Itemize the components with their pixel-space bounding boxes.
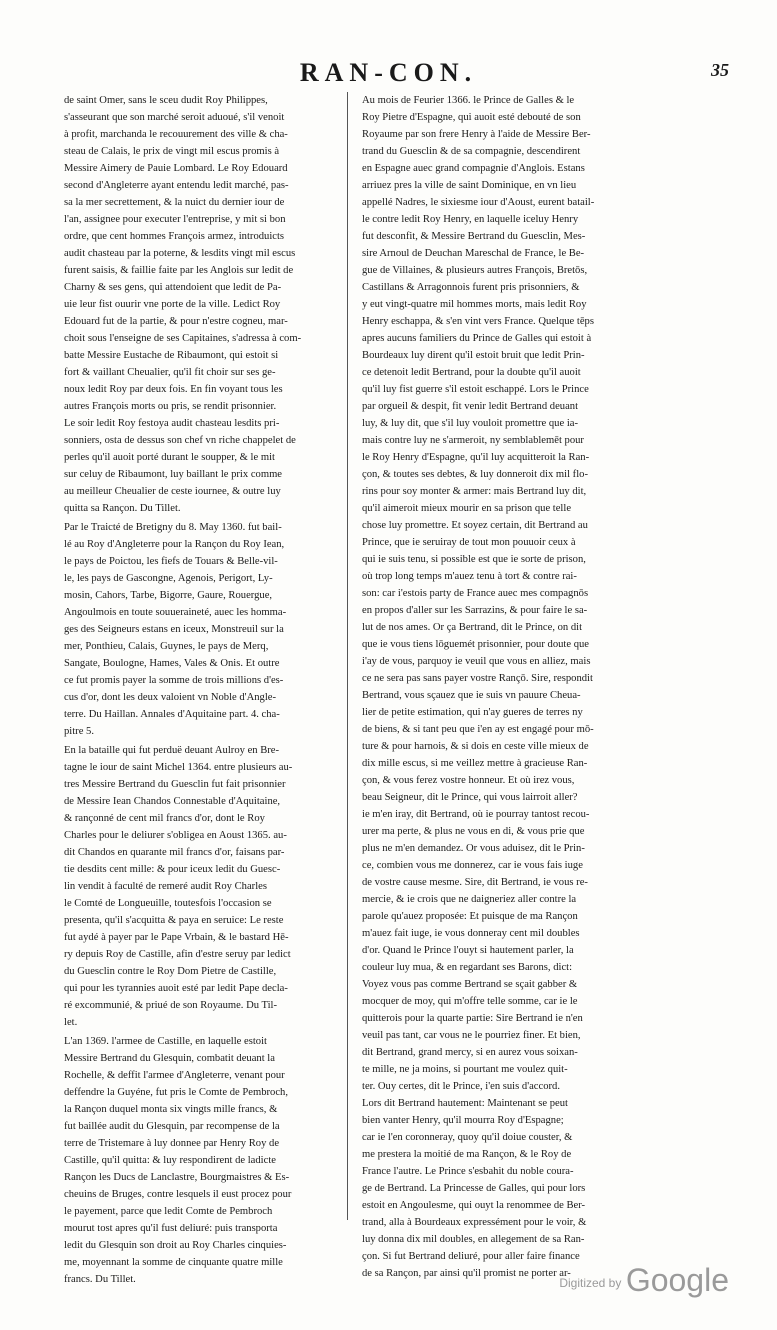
text-line: ce fut promis payer la somme de trois millions d'es- — [64, 675, 284, 686]
text-line: en Espagne auec grand compagnie d'Anglois. Estans — [362, 163, 585, 174]
text-line: urer ma perte, & plus ne vous en di, & vous prie que — [362, 826, 585, 837]
text-line: quitta sa Rançon. Du Tillet. — [64, 503, 181, 514]
text-line: mercie, & ie crois que ne daigneriez aller contre la — [362, 894, 577, 905]
text-line: perles qu'il auoit porté durant le soupper, & le mit — [64, 452, 275, 463]
text-line: le Comté de Longueuille, toutesfois l'occasion se — [64, 898, 272, 909]
text-line: Au mois de Feurier 1366. le Prince de Galles & le — [362, 95, 575, 106]
text-line: son: car i'estois party de France auec mes compagnōs — [362, 588, 589, 599]
text-line: Charny & ses gens, qui attendoient que ledit de Pa- — [64, 282, 282, 293]
text-line: veuil pas tant, car vous ne le pourriez finer. Et bien, — [362, 1030, 581, 1041]
running-title: RAN-CON. — [299, 58, 478, 87]
text-line: cus d'or, dont les deux valoient vn Noble d'Angle- — [64, 692, 276, 703]
text-line: sur celuy de Ribaumont, luy baillant le prix comme — [64, 469, 283, 480]
paragraph — [58, 1033, 340, 1288]
text-line: trand du Guesclin & de sa compagnie, descendirent — [362, 146, 581, 157]
text-line: çon, & vous ferez vostre honneur. Et où irez vous, — [362, 775, 575, 786]
text-line: d'or. Quand le Prince l'ouyt si hautement parler, la — [362, 945, 574, 956]
text-line: de Messire Iean Chandos Connestable d'Aquitaine, — [64, 796, 281, 807]
text-line: Par le Traicté de Bretigny du 8. May 1360. fut bail- — [64, 522, 282, 533]
paragraph — [58, 92, 340, 517]
text-line: quitterois pour la quarte partie: Sire Bertrand ie n'en — [362, 1013, 583, 1024]
text-line: estoit en Angoulesme, qui ouyt la renommee de Ber- — [362, 1200, 586, 1211]
paragraph — [356, 92, 656, 1282]
text-line: dit Bertrand, grand mercy, si en aurez vous soixan- — [362, 1047, 578, 1058]
text-line: i'ay de vous, parquoy ie veuil que vous en alliez, mais — [362, 656, 591, 667]
text-line: Royaume par son frere Henry à l'aide de Messire Ber- — [362, 129, 591, 140]
text-line: me prestera la moitié de ma Rançon, & le Roy de — [362, 1149, 572, 1160]
text-line: m'auez fait iuge, ie vous donneray cent mil doubles — [362, 928, 580, 939]
text-line: let. — [64, 1017, 78, 1028]
text-line: qu'il luy fist guerre s'il estoit eschappé. Lors le Prince — [362, 384, 589, 395]
text-line: steau de Calais, le prix de vingt mil escus promis à — [64, 146, 280, 157]
text-line: l'an, assignee pour executer l'entreprise, y mit si bon — [64, 214, 286, 225]
text-line: Messire Aimery de Pauie Lombard. Le Roy Edouard — [64, 163, 288, 174]
text-line: fut baillée audit du Glesquin, par recompense de la — [64, 1121, 280, 1132]
text-line: mer, Ponthieu, Calais, Guynes, le pays de Merq, — [64, 641, 269, 652]
text-line: Le soir ledit Roy festoya audit chasteau lesdits pri- — [64, 418, 280, 429]
text-line: Messire Bertrand du Glesquin, combatit deuant la — [64, 1053, 275, 1064]
text-line: tres Messire Bertrand du Guesclin fut fait prisonnier — [64, 779, 286, 790]
text-line: ce ne sera pas sans payer vostre Rançō. Sire, respondit — [362, 673, 593, 684]
text-line: du Guesclin contre le Roy Dom Pietre de Castille, — [64, 966, 277, 977]
text-line: mosin, Cahors, Tarbe, Bigorre, Gaure, Rouergue, — [64, 590, 273, 601]
text-line: Angoulmois en toute souueraineté, auec les homma- — [64, 607, 287, 618]
column-divider — [347, 92, 348, 1220]
text-line: fort & vaillant Cheualier, qu'il fit choir sur ses ge- — [64, 367, 276, 378]
text-line: Lors dit Bertrand hautement: Maintenant se peut — [362, 1098, 568, 1109]
text-line: le pays de Poictou, les fiefs de Touars & Belle-vil- — [64, 556, 278, 567]
text-line: terre. Du Haillan. Annales d'Aquitaine part. 4. cha- — [64, 709, 280, 720]
text-line: dix mille escus, si me veillez mettre à gracieuse Ran- — [362, 758, 588, 769]
text-line: Sangate, Boulogne, Hames, Vales & Onis. Et outre — [64, 658, 280, 669]
text-line: autres François morts ou pris, se rendit prisonnier. — [64, 401, 277, 412]
text-line: Rançon les Ducs de Lanclastre, Bourgmaistres & Es- — [64, 1172, 290, 1183]
text-line: choit sous l'enseigne de ses Capitaines, s'adressa à com- — [64, 333, 302, 344]
text-line: Edouard fut de la partie, & pour n'estre cogneu, mar- — [64, 316, 288, 327]
text-line: luy, & luy dit, que s'il luy vouloit promettre que ia- — [362, 418, 579, 429]
text-line: cheuins de Bruges, contre lesquels il eust procez pour — [64, 1189, 292, 1200]
text-line: fut desconfit, & Messire Bertrand du Guesclin, Mes- — [362, 231, 586, 242]
text-line: rins pour soy monter & armer: mais Bertrand luy dit, — [362, 486, 587, 497]
text-line: la Rançon duquel monta six vingts mille francs, & — [64, 1104, 278, 1115]
paragraph — [58, 742, 340, 1031]
text-line: & rançonné de cent mil francs d'or, dont le Roy — [64, 813, 265, 824]
text-line: de sa Rançon, par ainsi qu'il promist ne porter ar- — [362, 1268, 571, 1279]
text-line: le Roy Henry d'Espagne, qu'il luy acquitteroit la Ran- — [362, 452, 590, 463]
text-line: En la bataille qui fut perduë deuant Aulroy en Bre- — [64, 745, 280, 756]
text-line: ry depuis Roy de Castille, afin d'estre seruy par ledict — [64, 949, 291, 960]
text-line: Prince, que ie seruiray de tout mon pouuoir ceux à — [362, 537, 576, 548]
text-line: L'an 1369. l'armee de Castille, en laquelle estoit — [64, 1036, 267, 1047]
text-line: tie desdits cent mille: & pour iceux ledit du Guesc- — [64, 864, 281, 875]
text-line: couleur luy mua, & en regardant ses Barons, dict: — [362, 962, 573, 973]
text-line: au meilleur Cheualier de ceste iournee, & outre luy — [64, 486, 281, 497]
text-line: mocquer de moy, qui m'offre telle somme, car ie le — [362, 996, 578, 1007]
text-line: second d'Angleterre ayant entendu ledit marché, pas- — [64, 180, 289, 191]
text-line: çon. Si fut Bertrand deliuré, pour aller faire finance — [362, 1251, 580, 1262]
text-line: sire Arnoul de Deuchan Mareschal de France, le Be- — [362, 248, 585, 259]
text-line: audit chasteau par la poterne, & lesdits vingt mil escus — [64, 248, 296, 259]
text-line: Henry eschappa, & s'en vint vers France. Quelque tēps — [362, 316, 594, 327]
text-line: ges des Seigneurs estans en iceux, Monstreuil sur la — [64, 624, 284, 635]
text-line: mourut tost apres qu'il fust deliuré: puis transporta — [64, 1223, 278, 1234]
text-line: ce, combien vous me donnerez, car ie vous fais iuge — [362, 860, 583, 871]
text-line: ordre, que cent hommes François armez, introduicts — [64, 231, 285, 242]
text-line: qui ie suis tenu, si possible est que ie sorte de prison, — [362, 554, 586, 565]
text-line: arriuez pres la ville de saint Dominique, en vn lieu — [362, 180, 577, 191]
text-line: Bertrand, vous sçauez que ie suis vn pauure Cheua- — [362, 690, 581, 701]
text-line: à profit, marchanda le recouurement des ville & cha- — [64, 129, 288, 140]
text-line: terre de Tristemare à luy donnee par Henry Roy de — [64, 1138, 280, 1149]
text-line: pitre 5. — [64, 726, 95, 737]
digitized-by-watermark — [559, 1262, 729, 1299]
text-line: de biens, & si tant peu que i'en ay est engagé pour mō- — [362, 724, 594, 735]
text-line: y eut vingt-quatre mil hommes morts, mais ledit Roy — [362, 299, 587, 310]
left-column — [58, 92, 340, 1290]
text-line: tagne le iour de saint Michel 1364. entre plusieurs au- — [64, 762, 293, 773]
text-line: chose luy promettre. Et soyez certain, dit Bertrand au — [362, 520, 588, 531]
text-line: qu'il aimeroit mieux mourir en sa prison que telle — [362, 503, 572, 514]
text-line: où trop long temps m'auez tenu à tort & contre rai- — [362, 571, 577, 582]
text-line: noux ledit Roy par deux fois. En fin voyant tous les — [64, 384, 283, 395]
text-line: Castille, qu'il quitta: & luy respondirent de ladicte — [64, 1155, 276, 1166]
google-logo: Google — [625, 1262, 729, 1298]
text-line: Castillans & Arragonnois furent pris prisonniers, & — [362, 282, 580, 293]
text-line: lé au Roy d'Angleterre pour la Rançon du Roy Iean, — [64, 539, 285, 550]
text-line: sa la mer secrettement, & la nuict du dernier iour de — [64, 197, 285, 208]
watermark-prefix: Digitized by — [559, 1276, 622, 1290]
text-line: par orgueil & despit, fit venir ledit Bertrand deuant — [362, 401, 579, 412]
text-line: le contre ledit Roy Henry, en laquelle iceluy Henry — [362, 214, 579, 225]
text-line: s'asseurant que son marché seroit aduoué, s'il venoit — [64, 112, 285, 123]
text-line: ge de Bertrand. La Princesse de Galles, qui pour lors — [362, 1183, 586, 1194]
text-line: le, les pays de Gascongne, Agenois, Perigort, Ly- — [64, 573, 273, 584]
text-line: le payement, parce que ledit Comte de Pembroch — [64, 1206, 273, 1217]
text-line: trand, alla à Bourdeaux expressément pour le voir, & — [362, 1217, 587, 1228]
text-line: beau Seigneur, dit le Prince, qui vous lairroit aller? — [362, 792, 578, 803]
text-line: appellé Nadres, le sixiesme iour d'Aoust, eurent batail- — [362, 197, 595, 208]
text-line: France l'autre. Le Prince s'esbahit du noble coura- — [362, 1166, 574, 1177]
text-line: fut aydé à payer par le Pape Vrbain, & le bastard Hē- — [64, 932, 289, 943]
text-line: apres aucuns familiers du Prince de Galles qui estoit à — [362, 333, 592, 344]
text-line: lin vendit à faculté de remeré audit Roy Charles — [64, 881, 267, 892]
right-column — [356, 92, 656, 1284]
text-line: mais contre luy ne s'armeroit, ny semblablemēt pour — [362, 435, 584, 446]
text-line: Voyez vous pas comme Bertrand se sçait gabber & — [362, 979, 578, 990]
text-line: de vostre cause mesme. Sire, dit Bertrand, ie vous re- — [362, 877, 588, 888]
text-line: te mille, ne ja moins, si pourtant me voulez quit- — [362, 1064, 568, 1075]
text-line: deffendre la Guyéne, fut pris le Comte de Pembroch, — [64, 1087, 288, 1098]
text-line: me, moyennant la somme de cinquante quatre mille — [64, 1257, 283, 1268]
text-line: ce detenoit ledit Bertrand, pour la doubte qu'il auoit — [362, 367, 581, 378]
text-line: sonniers, osta de dessus son chef vn riche chappelet de — [64, 435, 296, 446]
text-line: Bourdeaux luy dirent qu'il estoit bruit que ledit Prin- — [362, 350, 585, 361]
text-line: luy donna dix mil doubles, en allegement de sa Ran- — [362, 1234, 585, 1245]
text-line: presenta, qu'il s'acquitta & paya en seruice: Le reste — [64, 915, 284, 926]
text-line: ter. Ouy certes, dit le Prince, i'en suis d'accord. — [362, 1081, 560, 1092]
text-line: qui pour les tyrannies auoit esté par ledit Pape decla- — [64, 983, 288, 994]
text-line: ledit du Glesquin son droit au Roy Charles cinquies- — [64, 1240, 287, 1251]
paragraph — [58, 519, 340, 740]
text-line: ie m'en iray, dit Bertrand, où ie pourray tantost recou- — [362, 809, 590, 820]
page-number: 35 — [711, 60, 729, 80]
text-line: ture & pour harnois, & si dois en ceste ville mieux de — [362, 741, 589, 752]
text-line: que ie vous tiens lōguemét prisonnier, pour doute que — [362, 639, 589, 650]
text-line: de saint Omer, sans le sceu dudit Roy Philippes, — [64, 95, 268, 106]
text-line: dit Chandos en quarante mil francs d'or, faisans par- — [64, 847, 285, 858]
text-line: Roy Pietre d'Espagne, qui auoit esté debouté de son — [362, 112, 581, 123]
text-line: bien vanter Henry, qu'il mourra Roy d'Espagne; — [362, 1115, 564, 1126]
text-line: batte Messire Eustache de Ribaumont, qui estoit si — [64, 350, 279, 361]
text-line: furent saisis, & faillie faite par les Anglois sur ledit de — [64, 265, 294, 276]
text-line: uie leur fist ouurir vne porte de la ville. Ledict Roy — [64, 299, 281, 310]
text-line: parole qu'auez proposée: Et puisque de ma Rançon — [362, 911, 578, 922]
text-line: lier de petite estimation, qui n'ay gueres de terres ny — [362, 707, 583, 718]
text-line: Charles pour le deliurer s'obligea en Aoust 1365. au- — [64, 830, 287, 841]
text-line: francs. Du Tillet. — [64, 1274, 136, 1285]
text-line: gue de Villaines, & plusieurs autres François, Bretōs, — [362, 265, 588, 276]
text-line: car ie l'en coronneray, quoy qu'il doiue couster, & — [362, 1132, 573, 1143]
text-line: plus ne m'en demandez. Or vous aduisez, dit le Prin- — [362, 843, 585, 854]
text-line: en propos d'aller sur les Sarrazins, & pour faire le sa- — [362, 605, 588, 616]
text-line: çon, & toutes ses debtes, & luy donneroit dix mil flo- — [362, 469, 588, 480]
text-line: lut de nos ames. Or ça Bertrand, dit le Prince, on dit — [362, 622, 583, 633]
text-line: ré excommunié, & priué de son Royaume. Du Til- — [64, 1000, 278, 1011]
text-line: Rochelle, & deffit l'armee d'Angleterre, venant pour — [64, 1070, 285, 1081]
